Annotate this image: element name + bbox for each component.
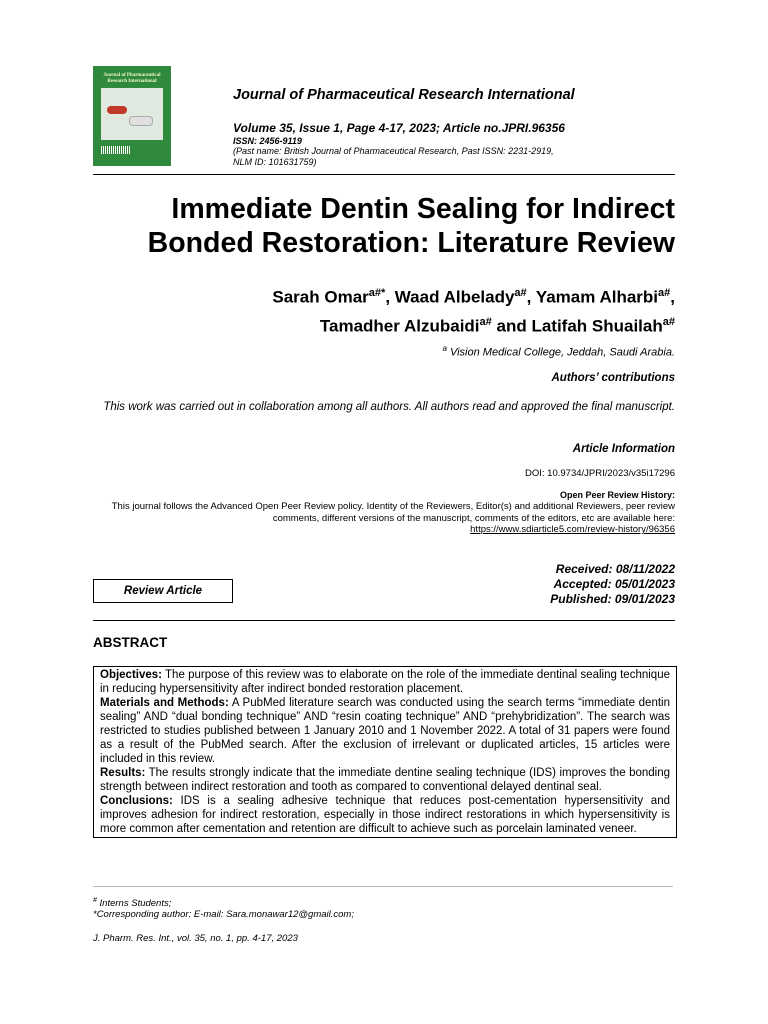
journal-cover-image <box>93 66 171 166</box>
received-date: Received: 08/11/2022 <box>555 562 675 576</box>
pill-shape <box>107 106 127 114</box>
accepted-date: Accepted: 05/01/2023 <box>553 577 675 591</box>
abstract-objectives: Objectives: The purpose of this review was to elaborate on the role of the immediate dentinal sealing technique in reducing hypersensitivity after indirect bonded restoration placement. <box>100 669 670 695</box>
affiliation: $^a$ Vision Medical College, Jeddah, Saudi Arabia. <box>442 344 675 359</box>
peer-review-link[interactable]: https://www.sdiarticle5.com/review-history/96356 <box>470 524 675 535</box>
issn: ISSN: 2456-9119 <box>233 136 302 146</box>
abstract-box <box>93 666 677 838</box>
author-name: Waad Albelady <box>394 287 515 307</box>
published-date: Published: 09/01/2023 <box>550 592 675 606</box>
author-name: Sarah Omar <box>272 287 369 307</box>
abstract-results: Results: The results strongly indicate that the immediate dentine sealing technique (IDS) improves the bonding strength between indirect restoration and tooth as compared to conventional delayed dentinal seal. <box>100 767 670 793</box>
past-name: (Past name: British Journal of Pharmaceutical Research, Past ISSN: 2231-2919, NLM ID: 101631759) <box>233 146 554 167</box>
footnote-rule <box>93 886 673 887</box>
author-name: Latifah Shuailah <box>531 316 663 336</box>
abstract-heading: ABSTRACT <box>93 635 168 650</box>
barcode <box>101 146 131 154</box>
author-name: Tamadher Alzubaidi <box>319 316 480 336</box>
abstract-methods: Materials and Methods: A PubMed literature search was conducted using the search terms “immediate dentin sealing” AND “dual bonding technique” AND “resin coating technique” AND “prehybridization”. The search was restricted to studies published between 1 January 2010 and 1 November 2022. A total of 31 papers were found as a result of the PubMed search. After the exclusion of irrelevant or duplicated articles, 15 articles were included in this review. <box>100 697 670 765</box>
article-info-heading: Article Information <box>572 443 675 455</box>
contributions-heading: Authors’ contributions <box>551 372 675 384</box>
article-type-box: Review Article <box>93 579 233 603</box>
section-rule <box>93 620 675 621</box>
peer-review-text: This journal follows the Advanced Open Peer Review policy. Identity of the Reviewers, Editor(s) and additional Reviewers, peer review comments, different versions of the manuscript, comments of the editors, etc are available here: https://www.sdiarticle5.com/review-history/96356 <box>111 501 675 535</box>
cover-title: Journal of Pharmaceutical Research International <box>103 73 161 84</box>
contributions-text: This work was carried out in collaboration among all authors. All authors read and approved the final manuscript. <box>103 401 675 413</box>
header-rule <box>93 174 675 175</box>
footnote-corresponding: *Corresponding author: E-mail: Sara.monawar12@gmail.com; <box>93 909 354 920</box>
footnote-interns: # Interns Students; <box>93 897 172 910</box>
peer-review-heading: Open Peer Review History: <box>559 490 675 500</box>
author-list: Sarah Omar$^{a\#*}$, Waad Albelady$^{a\#}$, Yamam Alharbi$^{a\#}$, Tamadher Alzubaidi$^{a\#}$ and Latifah Shuailah$^{a\#}$ <box>272 287 675 336</box>
volume-info: Volume 35, Issue 1, Page 4-17, 2023; Article no.JPRI.96356 <box>233 121 565 135</box>
footer-citation: J. Pharm. Res. Int., vol. 35, no. 1, pp. 4-17, 2023 <box>93 933 298 944</box>
author-name: Yamam Alharbi <box>535 287 659 307</box>
journal-name: Journal of Pharmaceutical Research International <box>233 87 575 103</box>
pill-shape <box>129 116 153 126</box>
cover-photo <box>101 88 163 140</box>
doi: DOI: 10.9734/JPRI/2023/v35i17296 <box>525 468 675 479</box>
abstract-conclusions: Conclusions: IDS is a sealing adhesive technique that reduces post-cementation hypersensitivity and improves adhesion for indirect restoration, especially in those indirect restorations in which hypersensitivity is more common after cementation and retention are difficult to achieve such as porcelain laminated veneer. <box>100 795 670 835</box>
article-dates <box>550 562 675 607</box>
article-title: Immediate Dentin Sealing for Indirect Bonded Restoration: Literature Review <box>147 193 675 259</box>
